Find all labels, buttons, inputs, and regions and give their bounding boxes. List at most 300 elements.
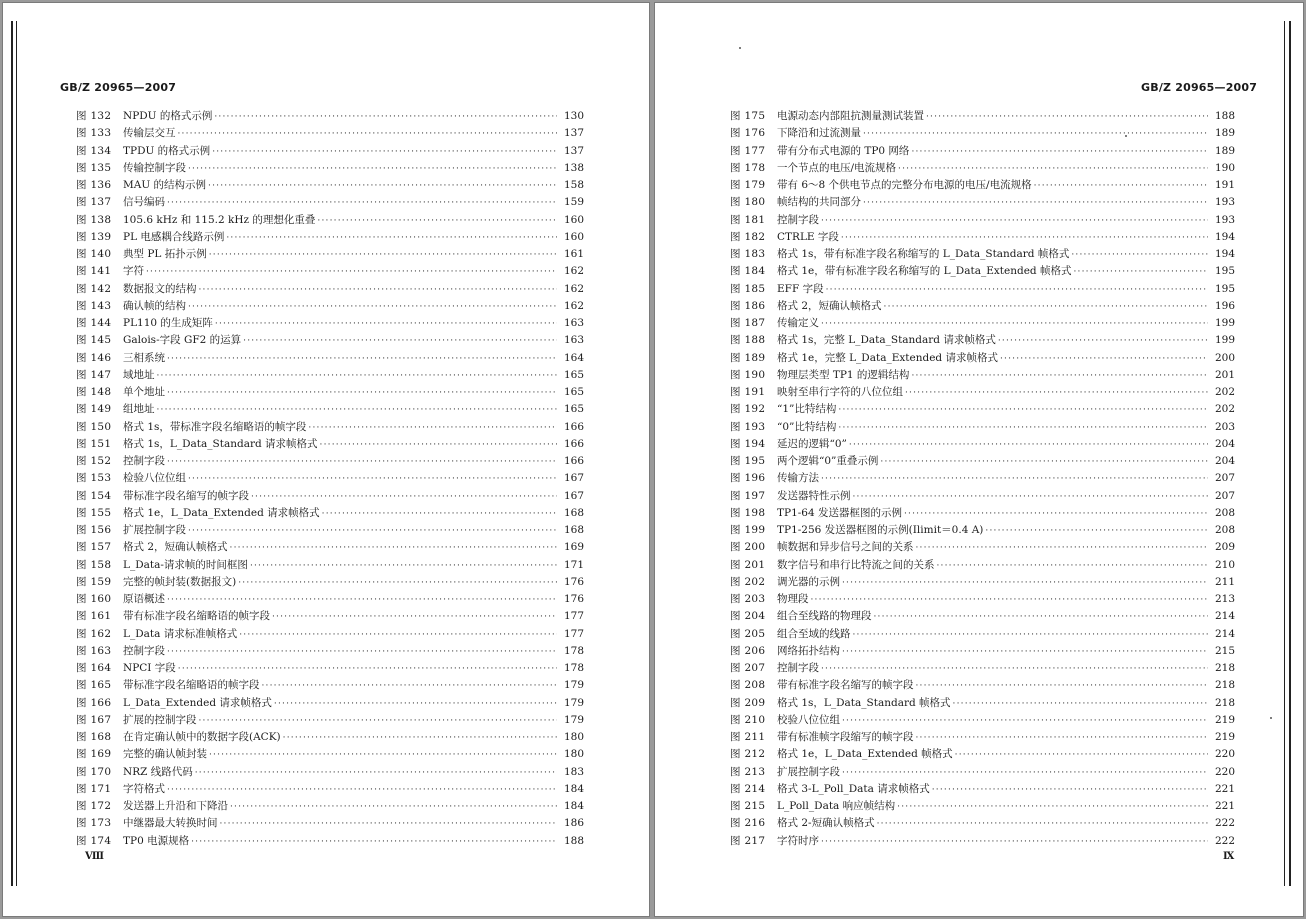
- figure-number: 图 177: [730, 144, 766, 157]
- figure-title: 格式 1e，L_Data_Extended 帧格式: [777, 748, 953, 761]
- toc-entry: [730, 194, 1235, 211]
- page-number: 160: [563, 213, 584, 226]
- dot-leader: [911, 368, 1208, 385]
- page-number: 213: [1214, 593, 1235, 605]
- figure-title: 带有标准字段名缩略语的帧字段: [123, 610, 270, 623]
- dot-leader: [167, 385, 557, 402]
- toc-entry: [76, 815, 584, 832]
- toc-entry: [730, 367, 1235, 384]
- page-number: 164: [563, 351, 584, 364]
- left-page: [3, 3, 649, 916]
- figure-number: 图 214: [730, 782, 766, 795]
- toc-entry: [76, 263, 584, 280]
- figure-number: 图 197: [730, 489, 766, 502]
- toc-entry: [730, 764, 1235, 781]
- figure-title: 控制字段: [123, 455, 165, 467]
- figure-title: 校验八位位组: [777, 713, 840, 726]
- figure-number: 图 135: [76, 161, 112, 174]
- dot-leader: [250, 558, 557, 575]
- dot-leader: [167, 351, 557, 368]
- figure-number: 图 150: [76, 420, 112, 433]
- page-number: 218: [1214, 696, 1235, 709]
- figure-title: 两个逻辑“0”重叠示例: [777, 455, 879, 467]
- figure-number: 图 215: [730, 800, 766, 812]
- figure-title: PL 电感耦合线路示例: [123, 230, 225, 243]
- toc-entry: [730, 470, 1235, 487]
- figure-title: 带有 6～8 个供电节点的完整分布电源的电压/电流规格: [777, 179, 1032, 191]
- toc-entry: [730, 833, 1235, 850]
- toc-entry: [730, 212, 1235, 229]
- page-number: 190: [1214, 161, 1235, 174]
- dot-leader: [283, 730, 557, 747]
- page-number: 168: [563, 524, 584, 536]
- dot-leader: [195, 765, 557, 782]
- figure-title: 带标准字段名缩略语的帧字段: [123, 679, 260, 692]
- figure-title: 控制字段: [123, 644, 165, 657]
- dot-leader: [849, 437, 1208, 454]
- figure-number: 图 173: [76, 817, 112, 830]
- figure-title: 典型 PL 拓扑示例: [123, 248, 207, 260]
- dot-leader: [251, 489, 557, 506]
- dot-leader: [212, 144, 557, 161]
- dot-leader: [811, 592, 1209, 609]
- toc-entry: [76, 677, 584, 694]
- page-number: 214: [1214, 627, 1235, 640]
- figure-number: 图 163: [76, 644, 112, 657]
- page-number: 137: [563, 144, 584, 157]
- figure-number: 图 138: [76, 213, 112, 226]
- toc-entry: [76, 367, 584, 384]
- figure-number: 图 204: [730, 610, 766, 623]
- dot-leader: [916, 730, 1209, 747]
- figure-title: 域地址: [123, 368, 155, 381]
- figure-title: CTRLE 字段: [777, 230, 839, 243]
- figure-number: 图 159: [76, 575, 112, 588]
- dot-leader: [821, 213, 1208, 230]
- page-number: 221: [1214, 800, 1235, 812]
- toc-entry: [730, 125, 1235, 142]
- toc-entry: [730, 281, 1235, 298]
- binding-edge: [1289, 21, 1291, 886]
- toc-entry: [76, 488, 584, 505]
- figure-number: 图 180: [730, 196, 766, 209]
- page-number: 158: [563, 179, 584, 191]
- toc-entry: [76, 177, 584, 194]
- page-number: 166: [563, 455, 584, 467]
- figure-number: 图 169: [76, 748, 112, 761]
- figure-number: 图 134: [76, 144, 112, 157]
- dot-leader: [842, 644, 1208, 661]
- toc-entry: [76, 229, 584, 246]
- dot-leader: [322, 506, 557, 523]
- page-number: 167: [563, 472, 584, 485]
- figure-number: 图 192: [730, 403, 766, 416]
- page-number: 204: [1214, 455, 1235, 467]
- figure-title: 确认帧的结构: [123, 299, 186, 312]
- page-number: 168: [563, 506, 584, 519]
- figure-title: 105.6 kHz 和 115.2 kHz 的理想化重叠: [123, 213, 316, 226]
- dot-leader: [905, 385, 1208, 402]
- toc-entry: [76, 643, 584, 660]
- dot-leader: [214, 109, 557, 126]
- figure-number: 图 148: [76, 386, 112, 398]
- dot-leader: [897, 799, 1208, 816]
- page-number: 169: [563, 541, 584, 554]
- dot-leader: [1000, 351, 1208, 368]
- toc-entry: [730, 401, 1235, 418]
- dot-leader: [220, 816, 558, 833]
- toc-entry: [730, 746, 1235, 763]
- scan-speck: [739, 47, 741, 49]
- figure-number: 图 167: [76, 713, 112, 726]
- figure-number: 图 166: [76, 696, 112, 709]
- toc-entry: [730, 350, 1235, 367]
- figure-number: 图 178: [730, 161, 766, 174]
- toc-entry: [730, 298, 1235, 315]
- toc-entry: [730, 781, 1235, 798]
- page-number: 179: [563, 696, 584, 709]
- toc-entry: [76, 833, 584, 850]
- figure-title: 一个节点的电压/电流规格: [777, 161, 897, 174]
- page-number: 137: [563, 127, 584, 140]
- dot-leader: [238, 575, 557, 592]
- figure-number: 图 207: [730, 662, 766, 674]
- figure-number: 图 133: [76, 127, 112, 140]
- page-number: 222: [1214, 834, 1235, 847]
- figure-title: 扩展控制字段: [777, 765, 840, 778]
- page-number: 195: [1214, 282, 1235, 295]
- figure-title: L_Data_Extended 请求帧格式: [123, 696, 272, 709]
- figure-title: 传输控制字段: [123, 161, 186, 174]
- figure-title: 带有标准帧字段缩写的帧字段: [777, 731, 914, 743]
- toc-entry: [76, 281, 584, 298]
- page-number: 179: [563, 679, 584, 692]
- figure-number: 图 208: [730, 679, 766, 692]
- figure-number: 图 184: [730, 265, 766, 278]
- figure-title: 组合至线路的物理段: [777, 610, 872, 623]
- page-number: 194: [1214, 230, 1235, 243]
- figure-number: 图 176: [730, 127, 766, 140]
- page-number: 222: [1214, 817, 1235, 830]
- dot-leader: [842, 575, 1208, 592]
- toc-entry: [730, 246, 1235, 263]
- figure-title: 格式 1e，完整 L_Data_Extended 请求帧格式: [777, 351, 998, 364]
- figure-number: 图 196: [730, 472, 766, 485]
- toc-entry: [730, 729, 1235, 746]
- dot-leader: [191, 834, 557, 851]
- figure-title: 带标准字段名缩写的帧字段: [123, 489, 249, 502]
- figure-number: 图 191: [730, 386, 766, 398]
- figure-number: 图 152: [76, 455, 112, 467]
- dot-leader: [853, 627, 1209, 644]
- figure-number: 图 187: [730, 317, 766, 329]
- figure-title: 格式 2，短确认帧格式: [123, 541, 228, 554]
- page-number: 208: [1214, 524, 1235, 536]
- figure-number: 图 188: [730, 334, 766, 347]
- figure-number: 图 165: [76, 679, 112, 692]
- toc-entry: [730, 539, 1235, 556]
- page-number: 178: [563, 662, 584, 674]
- figure-number: 图 181: [730, 213, 766, 226]
- dot-leader: [838, 420, 1208, 437]
- figure-number: 图 158: [76, 558, 112, 571]
- figure-number: 图 186: [730, 299, 766, 312]
- figure-title: TP1-256 发送器框图的示例(Ilimit＝0.4 A): [777, 524, 984, 536]
- figure-number: 图 216: [730, 817, 766, 830]
- toc-entry: [730, 677, 1235, 694]
- figure-title: 格式 1e，L_Data_Extended 请求帧格式: [123, 506, 320, 519]
- page-number: 166: [563, 420, 584, 433]
- toc-entry: [76, 453, 584, 470]
- figure-title: 扩展的控制字段: [123, 713, 197, 726]
- figure-title: 三相系统: [123, 351, 165, 364]
- figure-number: 图 199: [730, 524, 766, 536]
- dot-leader: [178, 126, 558, 143]
- dot-leader: [1073, 264, 1208, 281]
- toc-entry: [76, 384, 584, 401]
- page-number: 176: [563, 593, 584, 605]
- page-number: 189: [1214, 144, 1235, 157]
- figure-number: 图 209: [730, 696, 766, 709]
- toc-entry: [76, 746, 584, 763]
- dot-leader: [167, 454, 557, 471]
- figure-title: 完整的帧封装(数据报文): [123, 575, 237, 588]
- figure-title: 格式 1s，L_Data_Standard 帧格式: [777, 696, 951, 709]
- figure-number: 图 140: [76, 248, 112, 260]
- toc-entry: [76, 729, 584, 746]
- figure-number: 图 147: [76, 368, 112, 381]
- figure-title: 映射至串行字符的八位位组: [777, 386, 903, 398]
- dot-leader: [916, 540, 1209, 557]
- figure-title: L_Poll_Data 响应帧结构: [777, 800, 896, 812]
- dot-leader: [167, 782, 557, 799]
- figure-title: 电源动态内部阻抗测量测试装置: [777, 110, 924, 122]
- page-folio: Ⅸ: [1223, 851, 1234, 862]
- figure-title: MAU 的结构示例: [123, 179, 207, 191]
- dot-leader: [926, 109, 1208, 126]
- right-page: [655, 3, 1303, 916]
- dot-leader: [199, 282, 558, 299]
- toc-entry: [730, 436, 1235, 453]
- figure-number: 图 211: [730, 731, 766, 743]
- dot-leader: [188, 161, 557, 178]
- figure-title: 字符格式: [123, 782, 165, 795]
- figure-title: 格式 1e，带有标准字段名称缩写的 L_Data_Extended 帧格式: [777, 265, 1072, 278]
- page-number: 214: [1214, 610, 1235, 623]
- dot-leader: [167, 592, 557, 609]
- toc-entry: [730, 695, 1235, 712]
- toc-entry: [730, 712, 1235, 729]
- figure-number: 图 132: [76, 110, 112, 122]
- figure-number: 图 179: [730, 179, 766, 191]
- page-number: 171: [563, 558, 584, 571]
- toc-entry: [76, 194, 584, 211]
- figure-title: 格式 3-L_Poll_Data 请求帧格式: [777, 782, 930, 795]
- figure-title: 扩展控制字段: [123, 524, 186, 536]
- dot-leader: [898, 161, 1208, 178]
- figure-number: 图 217: [730, 834, 766, 847]
- toc-entry: [76, 574, 584, 591]
- figure-title: 延迟的逻辑“0”: [777, 437, 847, 450]
- binding-edge: [1284, 21, 1285, 886]
- toc-entry: [76, 160, 584, 177]
- dot-leader: [262, 678, 558, 695]
- page-number: 184: [563, 800, 584, 812]
- dot-leader: [188, 299, 557, 316]
- toc-entry: [730, 488, 1235, 505]
- figure-title: 格式 2，短确认帧格式: [777, 299, 882, 312]
- toc-entry: [76, 246, 584, 263]
- page-number: 179: [563, 713, 584, 726]
- figure-number: 图 210: [730, 713, 766, 726]
- page-number: 184: [563, 782, 584, 795]
- toc-entry: [76, 401, 584, 418]
- figure-title: 组地址: [123, 403, 155, 416]
- dot-leader: [272, 609, 557, 626]
- figure-title: 信号编码: [123, 196, 165, 209]
- page-number: 210: [1214, 558, 1235, 571]
- dot-leader: [841, 230, 1208, 247]
- figure-title: “0”比特结构: [777, 420, 837, 433]
- page-number: 176: [563, 575, 584, 588]
- dot-leader: [199, 713, 558, 730]
- figure-number: 图 194: [730, 437, 766, 450]
- figure-title: 控制字段: [777, 662, 819, 674]
- dot-leader: [904, 506, 1208, 523]
- page-number: 219: [1214, 731, 1235, 743]
- dot-leader: [937, 558, 1209, 575]
- dot-leader: [157, 402, 558, 419]
- toc-entry: [76, 712, 584, 729]
- page-number: 180: [563, 748, 584, 761]
- page-number: 177: [563, 627, 584, 640]
- page-number: 193: [1214, 213, 1235, 226]
- figure-number: 图 201: [730, 558, 766, 571]
- page-folio: Ⅷ: [85, 851, 103, 862]
- page-number: 207: [1214, 472, 1235, 485]
- figure-title: 下降沿和过流测量: [777, 127, 861, 140]
- figure-number: 图 143: [76, 299, 112, 312]
- figure-number: 图 193: [730, 420, 766, 433]
- figure-number: 图 183: [730, 248, 766, 260]
- figure-number: 图 154: [76, 489, 112, 502]
- page-number: 199: [1214, 317, 1235, 329]
- dot-leader: [167, 195, 557, 212]
- dot-leader: [215, 316, 557, 333]
- page-number: 163: [563, 317, 584, 329]
- figure-title: 传输定义: [777, 317, 819, 329]
- toc-entry: [730, 798, 1235, 815]
- figure-title: 单个地址: [123, 386, 165, 398]
- dot-leader: [842, 713, 1208, 730]
- page-number: 208: [1214, 506, 1235, 519]
- figure-number: 图 137: [76, 196, 112, 209]
- figure-title: TPDU 的格式示例: [123, 144, 211, 157]
- figure-number: 图 164: [76, 662, 112, 674]
- figure-number: 图 182: [730, 230, 766, 243]
- figure-title: 数据报文的结构: [123, 282, 197, 295]
- figure-number: 图 149: [76, 403, 112, 416]
- dot-leader: [308, 420, 557, 437]
- dot-leader: [167, 644, 557, 661]
- figure-title: 中继器最大转换时间: [123, 817, 218, 830]
- page-number: 211: [1214, 575, 1235, 588]
- figure-title: 调光器的示例: [777, 575, 840, 588]
- page-number: 162: [563, 282, 584, 295]
- dot-leader: [932, 782, 1208, 799]
- page-number: 209: [1214, 541, 1235, 554]
- figure-number: 图 141: [76, 265, 112, 278]
- dot-leader: [821, 316, 1208, 333]
- figure-title: 帧结构的共同部分: [777, 196, 861, 209]
- toc-entry: [76, 212, 584, 229]
- figure-title: 字符时序: [777, 834, 819, 847]
- figure-title: 控制字段: [777, 213, 819, 226]
- figure-number: 图 206: [730, 644, 766, 657]
- page-number: 159: [563, 196, 584, 209]
- dot-leader: [985, 523, 1208, 540]
- figure-title: TP0 电源规格: [123, 834, 190, 847]
- page-number: 183: [563, 765, 584, 778]
- toc-entry: [730, 626, 1235, 643]
- figure-title: 格式 2-短确认帧格式: [777, 817, 875, 830]
- dot-leader: [209, 747, 557, 764]
- page-number: 160: [563, 230, 584, 243]
- page-number: 167: [563, 489, 584, 502]
- toc-entry: [730, 229, 1235, 246]
- page-number: 163: [563, 334, 584, 347]
- figure-number: 图 155: [76, 506, 112, 519]
- toc-entry: [76, 125, 584, 142]
- figure-number: 图 202: [730, 575, 766, 588]
- figure-title: 字符: [123, 265, 144, 278]
- standard-code-header: GB/Z 20965—2007: [1141, 81, 1258, 94]
- page-number: 138: [563, 161, 584, 174]
- toc-entry: [730, 557, 1235, 574]
- figure-title: 发送器特性示例: [777, 489, 851, 502]
- toc-entry: [76, 660, 584, 677]
- dot-leader: [955, 747, 1208, 764]
- figure-number: 图 200: [730, 541, 766, 554]
- dot-leader: [821, 661, 1208, 678]
- figure-number: 图 157: [76, 541, 112, 554]
- dot-leader: [842, 765, 1208, 782]
- figure-number: 图 170: [76, 765, 112, 778]
- toc-entry: [76, 143, 584, 160]
- figure-number: 图 172: [76, 800, 112, 812]
- figure-title: “1”比特结构: [777, 403, 837, 416]
- page-number: 220: [1214, 765, 1235, 778]
- dot-leader: [208, 178, 557, 195]
- dot-leader: [243, 333, 557, 350]
- figure-number: 图 162: [76, 627, 112, 640]
- figure-number: 图 136: [76, 179, 112, 191]
- toc-entry: [76, 695, 584, 712]
- toc-entry: [730, 177, 1235, 194]
- figure-title: TP1-64 发送器框图的示例: [777, 506, 902, 519]
- dot-leader: [188, 471, 557, 488]
- page-number: 203: [1214, 420, 1235, 433]
- figure-title: 完整的确认帧封装: [123, 748, 207, 761]
- dot-leader: [317, 213, 557, 230]
- toc-entry: [76, 522, 584, 539]
- figure-number: 图 161: [76, 610, 112, 623]
- figure-title: 格式 1s，带标准字段名缩略语的帧字段: [123, 420, 307, 433]
- page-number: 200: [1214, 351, 1235, 364]
- toc-entry: [76, 608, 584, 625]
- page-number: 165: [563, 386, 584, 398]
- figure-number: 图 139: [76, 230, 112, 243]
